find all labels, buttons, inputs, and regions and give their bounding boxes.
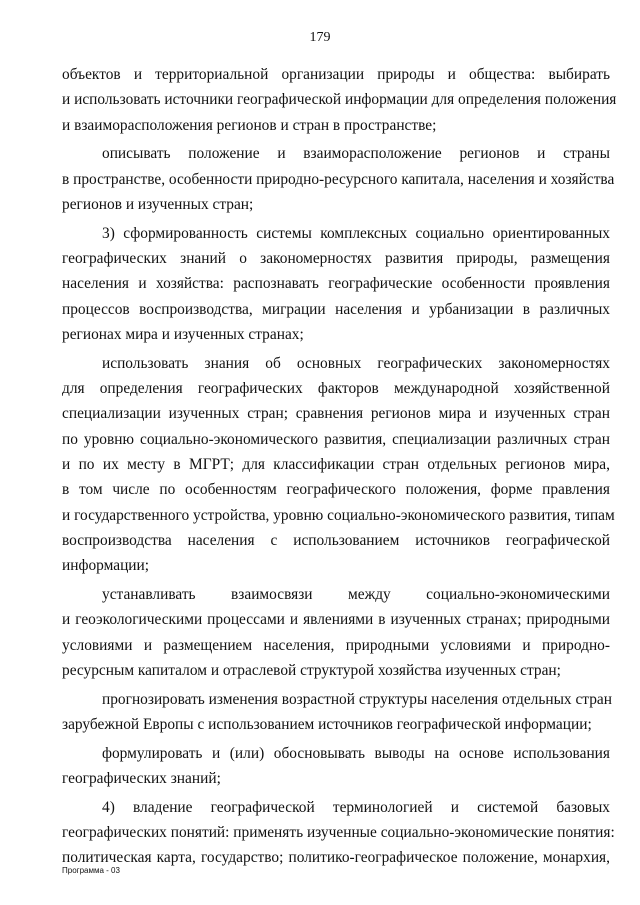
paragraph [62, 582, 610, 683]
page-number: 179 [309, 30, 331, 45]
text-line: специализации изученных стран; сравнения регионов мира и изученных стран [62, 405, 610, 423]
footer-label: Программа - 03 [62, 866, 120, 875]
text-line: географических знаний о закономерностях развития природы, размещения [62, 250, 610, 268]
text-line: и государственного устройства, уровню социально-экономического развития, типам [62, 506, 615, 524]
body-text [62, 62, 617, 871]
text-line: зарубежной Европы с использованием источников географической информации; [62, 715, 592, 733]
text-line: и использовать источники географической информации для определения положения [62, 91, 617, 109]
paragraph [62, 687, 610, 738]
paragraph [62, 741, 610, 792]
text-line: процессов воспроизводства, миграции населения и урбанизации в различных [62, 300, 610, 318]
text-line: 3) сформированность системы комплексных социально ориентированных [102, 224, 610, 242]
text-line: регионов и изученных стран; [62, 195, 254, 213]
text-line: в том числе по особенностям географического положения, форме правления [62, 481, 610, 499]
text-line: по уровню социально-экономического развития, специализации различных стран [62, 430, 610, 448]
text-line: формулировать и (или) обосновывать выводы на основе использования [102, 744, 610, 762]
text-line: и по их месту в МГРТ; для классификации стран отдельных регионов мира, [62, 455, 610, 473]
text-line: географических понятий: применять изученные социально-экономические понятия: [62, 824, 615, 842]
paragraph [62, 351, 615, 579]
text-line: прогнозировать изменения возрастной структуры населения отдельных стран [102, 690, 612, 708]
text-line: для определения географических факторов международной хозяйственной [62, 380, 610, 398]
text-line: политическая карта, государство; политико-географическое положение, монархия, [62, 849, 610, 867]
text-line: 4) владение географической терминологией и системой базовых [102, 798, 610, 816]
text-line: устанавливать взаимосвязи между социально-экономическими [102, 585, 610, 603]
text-line: описывать положение и взаиморасположение регионов и страны [102, 145, 610, 163]
paragraph [62, 221, 610, 347]
text-line: ресурсным капиталом и отраслевой структурой хозяйства изученных стран; [62, 661, 561, 679]
text-line: воспроизводства населения с использованием источников географической [62, 531, 610, 549]
text-line: условиями и размещением населения, природными условиями и природно- [62, 636, 610, 654]
paragraph [62, 795, 615, 871]
text-line: и взаиморасположения регионов и стран в пространстве; [62, 116, 437, 134]
text-line: использовать знания об основных географических закономерностях [102, 354, 610, 372]
text-line: географических знаний; [62, 770, 221, 788]
text-line: и геоэкологическими процессами и явлениями в изученных странах; природными [62, 611, 610, 629]
text-line: информации; [62, 557, 150, 575]
text-line: в пространстве, особенности природно-ресурсного капитала, населения и хозяйства [62, 170, 615, 188]
paragraph [62, 141, 615, 217]
text-line: объектов и территориальной организации природы и общества: выбирать [62, 66, 610, 83]
paragraph [62, 62, 617, 138]
text-line: регионах мира и изученных странах; [62, 325, 304, 343]
text-line: населения и хозяйства: распознавать географические особенности проявления [62, 275, 610, 293]
